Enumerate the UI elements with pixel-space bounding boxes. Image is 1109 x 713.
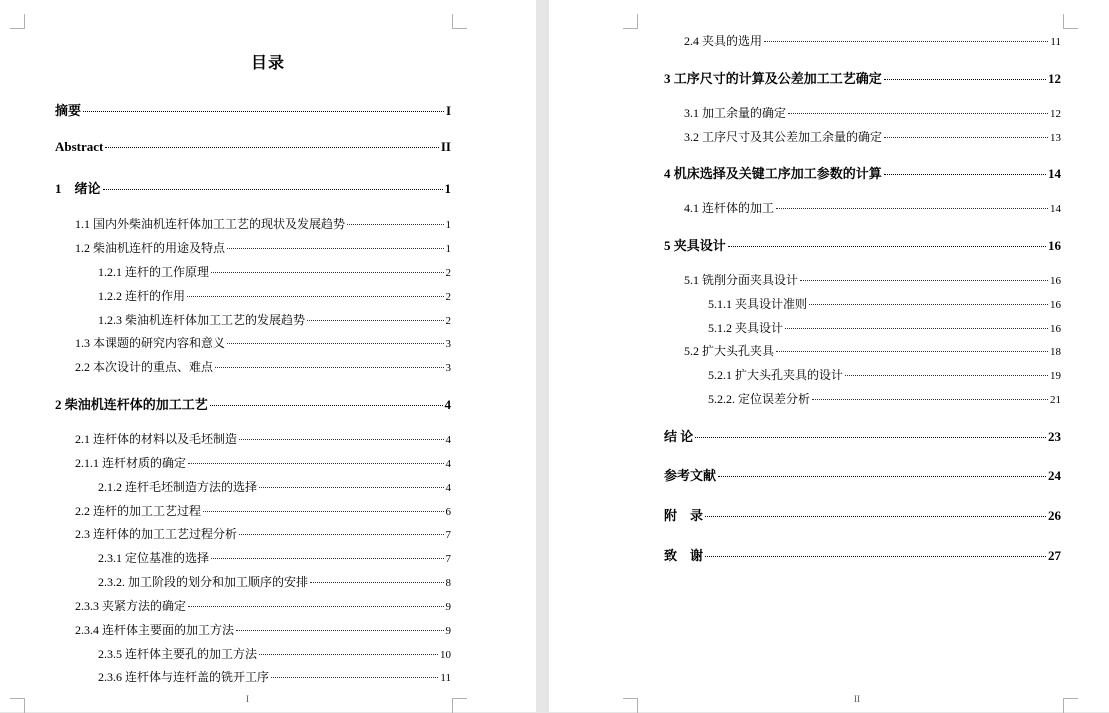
toc-entry-label: 2.2 本次设计的重点、难点 <box>75 360 214 374</box>
document-page-1 <box>0 0 536 712</box>
toc-entry[interactable] <box>75 502 451 520</box>
toc-entry-label: 1.1 国内外柴油机连杆体加工工艺的现状及发展趋势 <box>75 217 346 231</box>
toc-entry[interactable] <box>664 545 1061 563</box>
toc-entry-page: 14 <box>1048 166 1061 181</box>
document-page-2 <box>549 0 1109 712</box>
page-corner-mark <box>623 698 638 713</box>
toc-leader <box>776 351 1048 352</box>
toc-entry-label: 附 录 <box>664 508 704 523</box>
page-corner-mark <box>1063 14 1078 29</box>
toc-entry-page: 23 <box>1048 429 1061 444</box>
toc-entry[interactable] <box>664 505 1061 523</box>
toc-entry-page: 6 <box>445 506 451 518</box>
toc-entry-label: 2.3 连杆体的加工工艺过程分析 <box>75 527 238 541</box>
toc-leader <box>259 654 438 655</box>
toc-entry-page: 2 <box>445 315 451 327</box>
toc-entry[interactable] <box>75 430 451 448</box>
toc-entry-label: 5.2 扩大头孔夹具 <box>684 344 775 358</box>
toc-leader <box>239 439 443 440</box>
toc-entry-label: 致 谢 <box>664 548 704 563</box>
toc-entry[interactable] <box>664 163 1061 181</box>
toc-entry-page: I <box>445 103 451 118</box>
toc-leader <box>788 113 1048 114</box>
toc-entry-label: 5.2.2. 定位误差分析 <box>708 392 811 406</box>
toc-entry-label: 参考文献 <box>664 468 717 483</box>
toc-leader <box>705 516 1046 517</box>
toc-leader <box>695 437 1046 438</box>
toc-entry[interactable] <box>75 358 451 376</box>
toc-leader <box>728 246 1046 247</box>
toc-entry-label: 1.2 柴油机连杆的用途及特点 <box>75 241 226 255</box>
toc-entry[interactable] <box>98 263 451 281</box>
toc-entry[interactable] <box>75 454 451 472</box>
toc-entry-page: 13 <box>1050 132 1061 144</box>
toc-entry-label: 2.1.1 连杆材质的确定 <box>75 456 187 470</box>
toc-entry[interactable] <box>664 465 1061 483</box>
toc-leader <box>227 343 443 344</box>
toc-entry[interactable] <box>708 390 1061 408</box>
toc-entry-label: 3.2 工序尺寸及其公差加工余量的确定 <box>684 130 883 144</box>
toc-entry-page: 24 <box>1048 468 1061 483</box>
toc-leader <box>188 463 443 464</box>
toc-entry-label: 5.2.1 扩大头孔夹具的设计 <box>708 368 844 382</box>
toc-entry-page: 16 <box>1048 238 1061 253</box>
toc-entry-label: 1.2.3 柴油机连杆体加工工艺的发展趋势 <box>98 313 306 327</box>
toc-entry-page: 19 <box>1050 370 1061 382</box>
toc-leader <box>211 558 443 559</box>
toc-entry-page: 9 <box>445 601 451 613</box>
toc-leader <box>236 630 443 631</box>
toc-entry-page: 9 <box>445 625 451 637</box>
toc-entry[interactable] <box>98 311 451 329</box>
toc-entry-label: 2.3.6 连杆体与连杆盖的铣开工序 <box>98 670 270 684</box>
toc-entry-page: 1 <box>444 181 451 196</box>
toc-entry-page: 16 <box>1050 299 1061 311</box>
toc-entry[interactable] <box>664 426 1061 444</box>
toc-entry-page: 4 <box>445 458 451 470</box>
toc-entry-label: 2.3.4 连杆体主要面的加工方法 <box>75 623 235 637</box>
toc-entry[interactable] <box>75 621 451 639</box>
page-footer-number: I <box>246 694 249 704</box>
toc-entry[interactable] <box>75 525 451 543</box>
page-corner-mark <box>10 698 25 713</box>
toc-leader <box>884 174 1046 175</box>
toc-leader <box>776 208 1048 209</box>
toc-leader <box>271 677 438 678</box>
toc-entry-page: 3 <box>445 362 451 374</box>
page-footer-number: II <box>854 694 860 704</box>
toc-entry-label: 5.1 铣削分面夹具设计 <box>684 273 799 287</box>
toc-entry-page: 1 <box>445 219 451 231</box>
toc-entry-page: 16 <box>1050 323 1061 335</box>
toc-leader <box>800 280 1048 281</box>
toc-entry-label: 1.2.2 连杆的作用 <box>98 289 186 303</box>
toc-entry[interactable] <box>684 342 1061 360</box>
toc-entry-page: 10 <box>440 649 451 661</box>
toc-entry[interactable] <box>55 139 451 157</box>
toc-entry[interactable] <box>75 239 451 257</box>
page-corner-mark <box>1063 698 1078 713</box>
toc-entry-page: 1 <box>445 243 451 255</box>
toc-entry-label: 5.1.2 夹具设计 <box>708 321 784 335</box>
toc-entry-page: 21 <box>1050 394 1061 406</box>
toc-entry[interactable] <box>98 645 451 663</box>
toc-entry[interactable] <box>75 215 451 233</box>
toc-entry[interactable] <box>708 366 1061 384</box>
toc-entry-label: 1.2.1 连杆的工作原理 <box>98 265 210 279</box>
toc-entry-page: 26 <box>1048 508 1061 523</box>
toc-leader <box>812 399 1048 400</box>
toc-leader <box>718 476 1046 477</box>
toc-entry-page: 14 <box>1050 203 1061 215</box>
toc-entry-label: 2.4 夹具的选用 <box>684 34 763 48</box>
toc-entry-label: 2.3.5 连杆体主要孔的加工方法 <box>98 647 258 661</box>
toc-entry-page: 7 <box>445 553 451 565</box>
toc-leader <box>210 405 443 406</box>
toc-entry[interactable] <box>664 68 1061 86</box>
toc-entry-page: 16 <box>1050 275 1061 287</box>
toc-entry-page: 18 <box>1050 346 1061 358</box>
toc-entry-page: 12 <box>1050 108 1061 120</box>
page-corner-mark <box>452 14 467 29</box>
page-corner-mark <box>452 698 467 713</box>
toc-leader <box>203 511 443 512</box>
toc-entry-label: 5 夹具设计 <box>664 238 726 253</box>
toc-leader <box>310 582 443 583</box>
toc-entry[interactable] <box>98 668 451 686</box>
toc-entry[interactable] <box>708 295 1061 313</box>
toc-entry-page: 11 <box>440 672 451 684</box>
toc-leader <box>227 248 443 249</box>
toc-leader <box>884 137 1048 138</box>
toc-leader <box>239 534 443 535</box>
toc-leader <box>884 79 1046 80</box>
toc-entry-label: 2.3.1 定位基准的选择 <box>98 551 210 565</box>
toc-entry-label: 3 工序尺寸的计算及公差加工工艺确定 <box>664 71 882 86</box>
toc-entry-page: 2 <box>445 267 451 279</box>
toc-leader <box>187 296 443 297</box>
toc-leader <box>307 320 443 321</box>
toc-entry[interactable] <box>98 549 451 567</box>
toc-entry-label: 2.3.3 夹紧方法的确定 <box>75 599 187 613</box>
toc-entry-page: 11 <box>1050 36 1061 48</box>
toc-entry[interactable] <box>55 100 451 118</box>
page-corner-mark <box>623 14 638 29</box>
toc-entry-page: 8 <box>445 577 451 589</box>
toc-leader <box>347 224 443 225</box>
toc-entry-label: 3.1 加工余量的确定 <box>684 106 787 120</box>
toc-entry-label: 2.2 连杆的加工工艺过程 <box>75 504 202 518</box>
toc-leader <box>103 189 443 190</box>
toc-leader <box>105 147 438 148</box>
toc-entry[interactable] <box>98 478 451 496</box>
toc-leader <box>215 367 443 368</box>
toc-entry-page: 4 <box>444 397 451 412</box>
toc-entry[interactable] <box>684 104 1061 122</box>
toc-leader <box>809 304 1048 305</box>
toc-entry-label: 1.3 本课题的研究内容和意义 <box>75 336 226 350</box>
toc-entry[interactable] <box>664 235 1061 253</box>
toc-entry-page: 12 <box>1048 71 1061 86</box>
toc-entry[interactable] <box>55 394 451 412</box>
toc-entry-label: 结 论 <box>664 429 694 444</box>
page-corner-mark <box>10 14 25 29</box>
toc-entry-label: 2.3.2. 加工阶段的划分和加工顺序的安排 <box>98 575 309 589</box>
toc-entry[interactable] <box>708 319 1061 337</box>
toc-entry-label: 4.1 连杆体的加工 <box>684 201 775 215</box>
toc-entry[interactable] <box>75 597 451 615</box>
toc-leader <box>211 272 443 273</box>
toc-entry-page: 3 <box>445 338 451 350</box>
toc-entry-page: 27 <box>1048 548 1061 563</box>
toc-entry-label: 2 柴油机连杆体的加工工艺 <box>55 397 208 412</box>
toc-entry-page: II <box>440 139 451 154</box>
toc-entry[interactable] <box>684 271 1061 289</box>
toc-title: 目录 <box>250 55 285 72</box>
toc-entry-page: 7 <box>445 529 451 541</box>
toc-entry[interactable] <box>684 128 1061 146</box>
toc-entry[interactable] <box>98 287 451 305</box>
toc-entry[interactable] <box>75 334 451 352</box>
toc-entry-label: 4 机床选择及关键工序加工参数的计算 <box>664 166 882 181</box>
toc-leader <box>188 606 443 607</box>
toc-entry-label: 5.1.1 夹具设计准则 <box>708 297 808 311</box>
toc-entry-label: 摘要 <box>55 103 82 118</box>
toc-entry-page: 4 <box>445 482 451 494</box>
toc-entry-label: 1 绪论 <box>55 181 101 196</box>
toc-leader <box>785 328 1048 329</box>
toc-entry-label: Abstract <box>55 139 104 154</box>
toc-leader <box>259 487 443 488</box>
toc-leader <box>845 375 1048 376</box>
toc-entry-label: 2.1 连杆体的材料以及毛坯制造 <box>75 432 238 446</box>
toc-entry[interactable] <box>55 178 451 196</box>
toc-leader <box>83 111 444 112</box>
toc-entry[interactable] <box>684 32 1061 50</box>
toc-entry[interactable] <box>98 573 451 591</box>
toc-leader <box>705 556 1046 557</box>
toc-entry[interactable] <box>684 199 1061 217</box>
toc-entry-label: 2.1.2 连杆毛坯制造方法的选择 <box>98 480 258 494</box>
toc-entry-page: 4 <box>445 434 451 446</box>
toc-leader <box>764 41 1048 42</box>
toc-entry-page: 2 <box>445 291 451 303</box>
